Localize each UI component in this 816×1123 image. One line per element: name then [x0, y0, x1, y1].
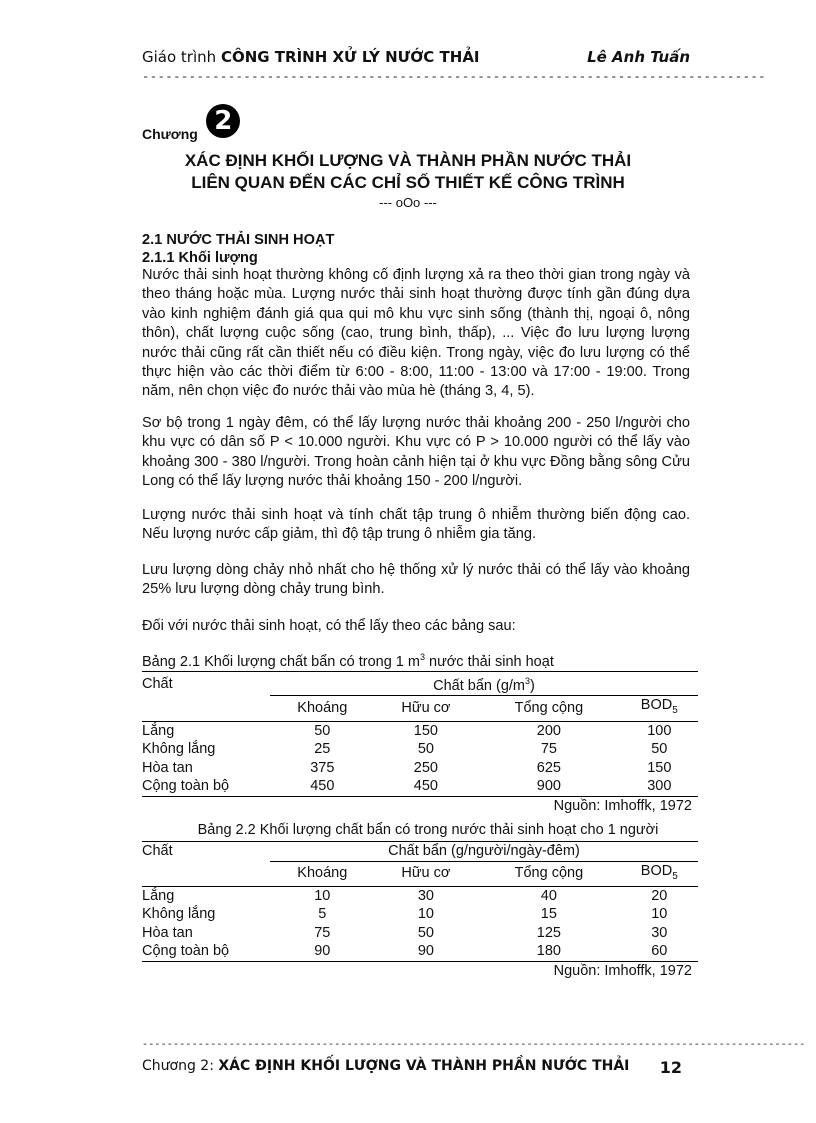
- table-source-row: [142, 961, 698, 980]
- table1-caption-sup: 3: [419, 652, 425, 662]
- table1-group-end: ): [530, 677, 535, 694]
- col-bod: [621, 861, 698, 886]
- cell: 50: [417, 924, 434, 941]
- cell: 10: [417, 906, 434, 923]
- col-bod-text: BOD: [640, 697, 673, 714]
- cell: 30: [417, 887, 434, 904]
- cell: 10: [314, 887, 331, 904]
- table-cell-empty: [142, 696, 270, 721]
- header-author: Lê Anh Tuấn: [587, 48, 690, 66]
- paragraph-3: Lượng nước thải sinh hoạt và tính chất tập trung ô nhiễm thường biến động cao. Nếu lượng nước cấp giảm, thì độ tập trung ô nhiễm gia tăng.: [142, 507, 690, 543]
- paragraph-1: Nước thải sinh hoạt thường không cố định lượng xả ra theo thời gian trong ngày và theo tháng hoặc mùa. Lượng nước thải sinh hoạt thường được tính gần đúng dựa vào kinh nghiệm đánh giá qua qui mô khu vực sinh sống (thành thị, ngoại ô, nông thôn), chất lượng cuộc sống (cao, trung bình, thấp), ... Việc đo lưu lượng lượng nước thải cũng rất cần thiết nếu có điều kiện. Trong ngày, việc đo lưu lượng có thể thực hiện vào các thời điểm từ 6:00 - 8:00, 11:00 - 13:00 và 17:00 - 19:00. Trong năm, nên chọn việc đo nước thải vào mùa hè (tháng 3, 4, 5).: [142, 267, 690, 400]
- cell: 125: [536, 924, 561, 941]
- cell: 75: [540, 741, 557, 758]
- cell: 150: [413, 722, 438, 739]
- page-header: [142, 48, 692, 66]
- cell: 90: [314, 943, 331, 960]
- cell: 25: [314, 741, 331, 758]
- table1-caption: [142, 652, 554, 670]
- cell: 900: [536, 778, 561, 795]
- cell: 180: [536, 943, 561, 960]
- paragraph-4: Lưu lượng dòng chảy nhỏ nhất cho hệ thống xử lý nước thải có thể lấy vào khoảng 25% lưu lượng dòng chảy trung bình.: [142, 562, 690, 598]
- table1-caption-text: Bảng 2.1 Khối lượng chất bẩn có trong 1 m: [142, 653, 420, 670]
- table1-caption-text-end: nước thải sinh hoạt: [425, 653, 554, 670]
- cell: 450: [310, 778, 335, 795]
- table2-caption: Bảng 2.2 Khối lượng chất bẩn có trong nước thải sinh hoạt cho 1 người: [197, 822, 659, 838]
- paragraph-2: Sơ bộ trong 1 ngày đêm, có thể lấy lượng nước thải khoảng 200 - 250 l/người cho khu vực có dân số P < 10.000 người. Khu vực có P > 10.000 người có thể lấy vào khoảng 300 - 380 l/người. Trong hoàn cảnh hiện tại ở khu vực Đồng bằng sông Cửu Long có thể lấy lượng nước thải khoảng 150 - 200 l/người.: [142, 415, 690, 490]
- chapter-label-block: [142, 104, 240, 142]
- cell: 75: [314, 924, 331, 941]
- table2-source: Nguồn: Imhoffk, 1972: [553, 962, 692, 979]
- col-huu-co: Hữu cơ: [401, 700, 451, 717]
- cell: 40: [540, 887, 557, 904]
- section-heading: 2.1 NƯỚC THẢI SINH HOẠT: [142, 232, 335, 248]
- table-row: [142, 777, 698, 796]
- table-header-row: [142, 842, 698, 862]
- paragraph-5: Đối với nước thải sinh hoạt, có thể lấy theo các bảng sau:: [142, 618, 516, 634]
- cell: 200: [536, 722, 561, 739]
- cell: 250: [413, 759, 438, 776]
- row-label: Cộng toàn bộ: [142, 778, 230, 795]
- col-khoang: Khoáng: [297, 865, 348, 882]
- cell: 10: [651, 906, 668, 923]
- header-title: CÔNG TRÌNH XỬ LÝ NƯỚC THẢI: [220, 48, 480, 66]
- cell: 90: [417, 943, 434, 960]
- table-row: [142, 924, 698, 943]
- cell: 150: [647, 759, 672, 776]
- chapter-title-1: XÁC ĐỊNH KHỐI LƯỢNG VÀ THÀNH PHẦN NƯỚC THẢI: [184, 151, 632, 170]
- cell: 300: [647, 778, 672, 795]
- chapter-title-2: LIÊN QUAN ĐẾN CÁC CHỈ SỐ THIẾT KẾ CÔNG TRÌNH: [191, 173, 625, 192]
- table1-source: Nguồn: Imhoffk, 1972: [553, 797, 692, 814]
- footer-rule: -----------------------------------------------------------------------------------------------------------: [142, 1040, 806, 1051]
- col-bod-text: BOD: [640, 862, 673, 879]
- table1-group-header: [270, 672, 698, 696]
- row-label: Không lắng: [142, 741, 216, 758]
- cell: 50: [417, 741, 434, 758]
- table-row: [142, 759, 698, 778]
- cell: 20: [651, 887, 668, 904]
- table1-col-chat: Chất: [142, 675, 173, 692]
- col-huu-co: Hữu cơ: [401, 865, 451, 882]
- chapter-number-badge: 2: [206, 104, 240, 138]
- cell: 30: [651, 924, 668, 941]
- col-khoang: Khoáng: [297, 700, 348, 717]
- row-label: Hòa tan: [142, 924, 193, 941]
- table-source-row: [142, 796, 698, 815]
- col-tong-cong: Tổng cộng: [514, 700, 584, 717]
- table-row: [142, 740, 698, 759]
- table-cell-empty: [142, 861, 270, 886]
- table-row: [142, 886, 698, 905]
- col-bod-sub: 5: [672, 870, 678, 882]
- table2-group-header: Chất bẩn (g/người/ngày-đêm): [270, 842, 698, 862]
- chapter-ornament: --- oOo ---: [379, 195, 437, 210]
- cell: 50: [314, 722, 331, 739]
- table1: [142, 671, 698, 815]
- page-number: 12: [659, 1058, 682, 1077]
- chapter-label: Chương: [142, 126, 198, 142]
- col-bod-sub: 5: [672, 705, 678, 717]
- row-label: Hòa tan: [142, 759, 193, 776]
- footer-title: XÁC ĐỊNH KHỐI LƯỢNG VÀ THÀNH PHẦN NƯỚC THẢI: [218, 1058, 630, 1074]
- cell: 50: [651, 741, 668, 758]
- header-rule: --------------------------------------------------------------------------------: [142, 70, 767, 84]
- row-label: Lắng: [142, 887, 175, 904]
- table1-group-text: Chất bẩn (g/m: [433, 677, 526, 694]
- table2-col-chat: Chất: [142, 843, 173, 860]
- cell: 100: [647, 722, 672, 739]
- page-footer: [142, 1058, 688, 1077]
- col-tong-cong: Tổng cộng: [514, 865, 584, 882]
- cell: 625: [536, 759, 561, 776]
- row-label: Không lắng: [142, 906, 216, 923]
- table1-group-sup: 3: [525, 676, 531, 686]
- cell: 375: [310, 759, 335, 776]
- header-prefix: Giáo trình: [142, 48, 217, 66]
- cell: 15: [540, 906, 557, 923]
- table-subheader-row: [142, 696, 698, 721]
- cell: 60: [651, 943, 668, 960]
- table2: [142, 841, 698, 980]
- col-bod: [621, 696, 698, 721]
- table-row: [142, 942, 698, 961]
- table-row: [142, 721, 698, 740]
- cell: 450: [413, 778, 438, 795]
- row-label: Lắng: [142, 722, 175, 739]
- footer-prefix: Chương 2:: [142, 1058, 214, 1074]
- table-subheader-row: [142, 861, 698, 886]
- cell: 5: [318, 906, 327, 923]
- row-label: Cộng toàn bộ: [142, 943, 230, 960]
- subsection-heading: 2.1.1 Khối lượng: [142, 250, 258, 266]
- table-header-row: [142, 672, 698, 696]
- table-row: [142, 905, 698, 924]
